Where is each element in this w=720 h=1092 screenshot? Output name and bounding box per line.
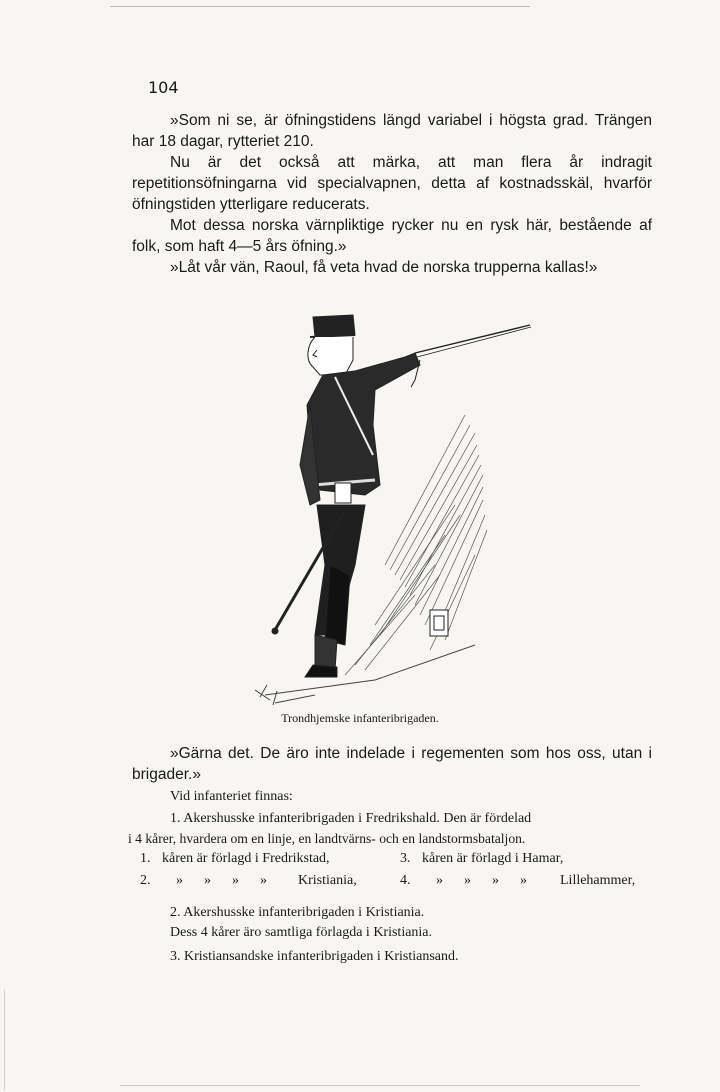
paragraph-1: »Som ni se, är öfningstidens längd variabel i högsta grad. Trängen har 18 dagar, rytteriet 210. (132, 112, 652, 150)
karer-row-2 (140, 873, 656, 893)
karer-place: Kristiania, (298, 873, 357, 888)
bottom-rule (120, 1085, 640, 1086)
brigade-2-line-1: 2. Akershusske infanteribrigaden i Kristiania. (170, 905, 425, 920)
brigade-1-line-2: i 4 kårer, hvardera om en linje, en landtvärns- och en landstormsbataljon. (128, 831, 526, 846)
karer-num-2: 3. (400, 851, 411, 866)
karer-ditto: » » » » (176, 873, 267, 888)
karer-text: kåren är förlagd i Fredrikstad, (162, 851, 330, 866)
brigade-3-line-1: 3. Kristiansandske infanteribrigaden i Kristiansand. (170, 949, 459, 964)
karer-text-2: kåren är förlagd i Hamar, (422, 851, 564, 866)
paragraph-3: Mot dessa norska värnpliktige rycker nu en rysk här, bestående af folk, som haft 4—5 års öfning.» (132, 217, 652, 255)
paragraph-4: »Låt vår vän, Raoul, få veta hvad de norska trupperna kallas!» (170, 259, 598, 276)
karer-num: 2. (140, 873, 151, 888)
karer-num-2: 4. (400, 873, 411, 888)
page-number: 104 (148, 78, 179, 97)
paragraph-2: Nu är det också att märka, att man flera år indragit repetitionsöfningarna vid specialvapnen, detta af kostnadsskäl, hvarför öfningstiden ytterligare reducerats. (132, 154, 652, 213)
karer-num: 1. (140, 851, 151, 866)
brigade-1-line-1: 1. Akershusske infanteribrigaden i Fredrikshald. Den är fördelad (170, 811, 532, 826)
karer-ditto-2: » » » » (436, 873, 527, 888)
paragraph-5: »Gärna det. De äro inte indelade i regementen som hos oss, utan i brigader.» (132, 745, 652, 783)
brigade-2-line-2: Dess 4 kårer äro samtliga förlagda i Kristiania. (170, 925, 433, 940)
karer-row-1 (140, 851, 656, 871)
soldier-illustration (255, 305, 545, 710)
top-rule (110, 6, 530, 7)
karer-place-2: Lillehammer, (560, 873, 636, 888)
margin-mark (4, 990, 5, 1090)
figure-caption: Trondhjemske infanteribrigaden. (281, 711, 439, 725)
list-intro: Vid infanteriet finnas: (170, 789, 293, 804)
